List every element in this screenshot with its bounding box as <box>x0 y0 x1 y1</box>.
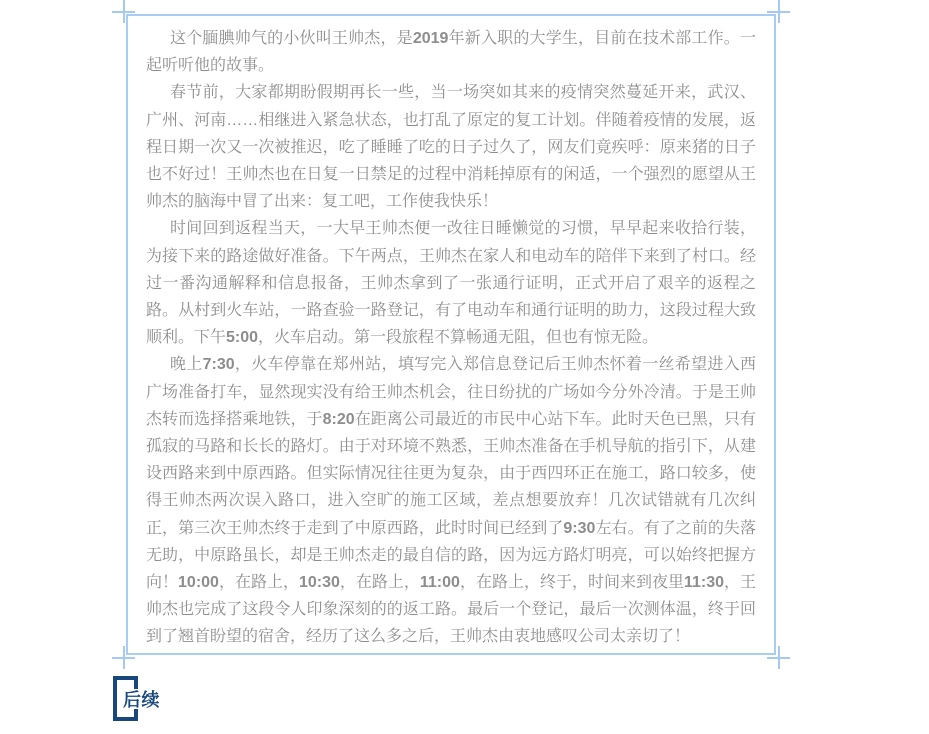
crop-mark-icon <box>767 0 790 23</box>
paragraph: 春节前，大家都期盼假期再长一些，当一场突如其来的疫情突然蔓延开来，武汉、广州、河南……相继进入紧急状态，也打乱了原定的复工计划。伴随着疫情的发展，返程日期一次又一次被推迟，吃了睡睡了吃的日子过久了，网友们竟疾呼：原来猪的日子也不好过！王帅杰也在日复一日禁足的过程中消耗掉原有的闲适，一个强烈的愿望从王帅杰的脑海中冒了出来：复工吧，工作使我快乐！ <box>146 84 756 211</box>
crop-mark-icon <box>767 646 790 669</box>
crop-mark-icon <box>112 0 135 23</box>
story-text-frame[interactable] <box>126 14 776 655</box>
story-paragraphs <box>146 25 756 651</box>
paragraph: 时间回到返程当天，一大早王帅杰便一改往日睡懒觉的习惯，早早起来收拾行装，为接下来的路途做好准备。下午两点，王帅杰在家人和电动车的陪伴下来到了村口。经过一番沟通解释和信息报备，王帅杰拿到了一张通行证明，正式开启了艰辛的返程之路。从村到火车站，一路查验一路登记，有了电动车和通行证明的助力，这段过程大致顺利。下午5:00，火车启动。第一段旅程不算畅通无阻，但也有惊无险。 <box>146 220 756 347</box>
followup-section <box>113 676 183 721</box>
paragraph: 晚上7:30，火车停靠在郑州站，填写完入郑信息登记后王帅杰怀着一丝希望进入西广场准备打车，显然现实没有给王帅杰机会，往日纷扰的广场如今分外冷清。于是王帅杰转而选择搭乘地铁，于8:20在距离公司最近的市民中心站下车。此时天色已黑，只有孤寂的马路和长长的路灯。由于对环境不熟悉，王帅杰准备在手机导航的指引下，从建设西路来到中原西路。但实际情况往往更为复杂，由于西四环正在施工，路口较多，使得王帅杰两次误入路口，进入空旷的施工区域，差点想要放弃！几次试错就有几次纠正，第三次王帅杰终于走到了中原西路，此时时间已经到了9:30左右。有了之前的失落无助，中原路虽长，却是王帅杰走的最自信的路，因为远方路灯明亮，可以始终把握方向！10:00，在路上，10:30，在路上，11:00，在路上，终于，时间来到夜里11:30，王帅杰也完成了这段令人印象深刻的的返工路。最后一个登记，最后一次测体温，终于回到了翘首盼望的宿舍，经历了这么多之后，王帅杰由衷地感叹公司太亲切了！ <box>146 356 757 646</box>
followup-label: 后续 <box>123 689 160 710</box>
paragraph: 这个腼腆帅气的小伙叫王帅杰，是2019年新入职的大学生，目前在技术部工作。一起听听他的故事。 <box>146 30 756 75</box>
crop-mark-icon <box>112 646 135 669</box>
